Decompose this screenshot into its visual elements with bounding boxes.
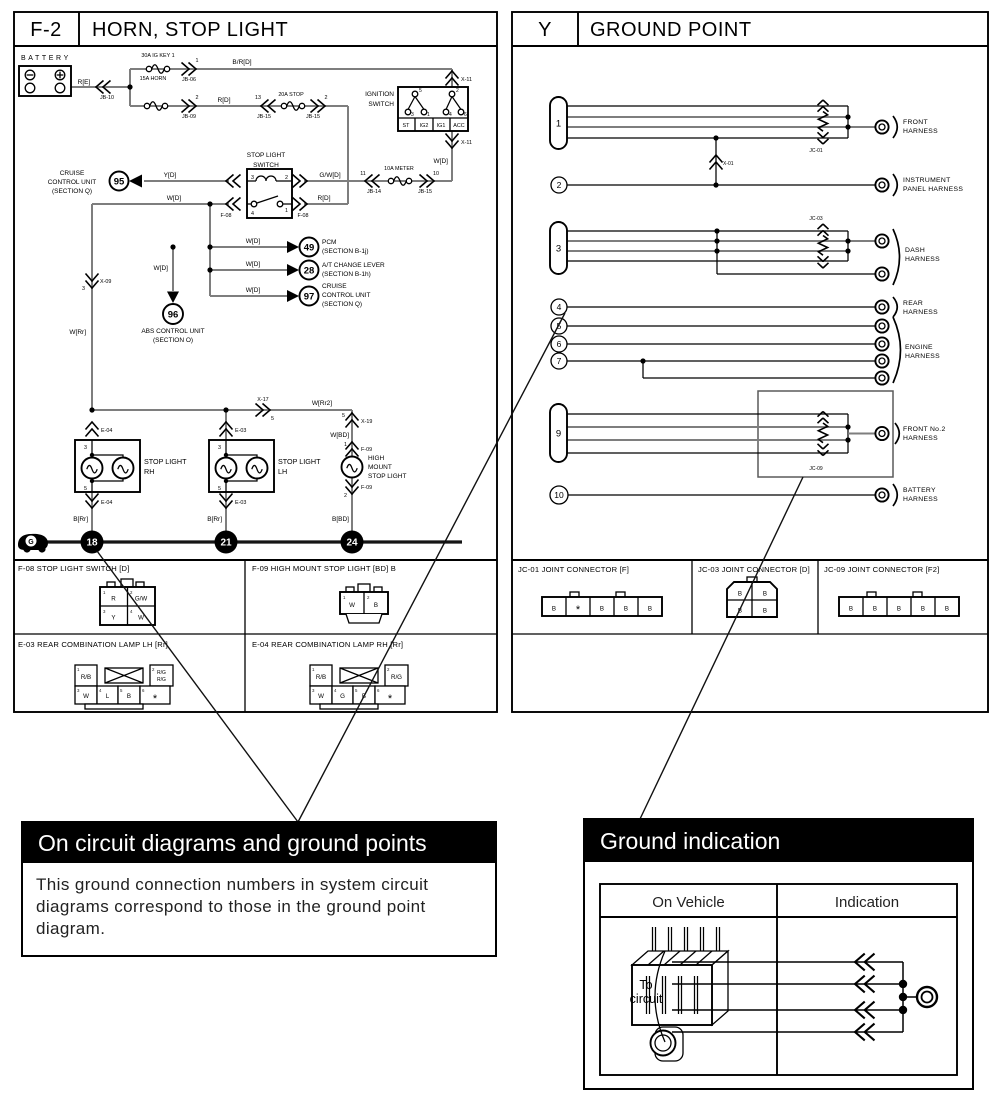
arrowhead-icon [129, 175, 142, 188]
wire-label-wd: W[D] [166, 195, 182, 202]
pin-number: 1 [77, 667, 80, 672]
connector-label-jb15: JB-15 [256, 114, 272, 120]
pin-number: 5 [355, 688, 358, 693]
pin-cell: B [126, 693, 132, 700]
pin-cell: B [623, 605, 629, 613]
pin-cell: B [896, 605, 902, 613]
fuse-icon [146, 65, 169, 74]
connector-cell-title: JC-09 JOINT CONNECTOR [F2] [824, 565, 940, 574]
harness-bracket [893, 229, 900, 285]
column-header-on-vehicle: On Vehicle [652, 894, 725, 911]
pin-number: 5 [218, 486, 221, 492]
connector-cell-title: F-09 HIGH MOUNT STOP LIGHT [BD] B [252, 564, 397, 573]
connector-cell-title: E-04 REAR COMBINATION LAMP RH [Rr] [252, 640, 404, 649]
pin-cell: B [737, 607, 743, 615]
callout-title: On circuit diagrams and ground points [38, 830, 427, 856]
callout-ground-indication [584, 819, 973, 1089]
pin-cell: W [349, 602, 355, 609]
bulb-icon [113, 458, 134, 479]
pin-number: 3 [251, 175, 254, 181]
pin-cell: B [848, 605, 854, 613]
joint-label-jc09: JC-09 [809, 466, 823, 472]
bulb-icon [82, 458, 103, 479]
pin-number: 4 [130, 609, 133, 614]
wire-label-wd: W[D] [245, 261, 261, 268]
ground-label-g: G [28, 539, 34, 546]
connector-label-e03: E-03 [235, 500, 247, 506]
wire-label-wbd: W[BD] [330, 432, 349, 439]
wire-label-rd: R[D] [317, 195, 331, 202]
ground-point-number: 7 [556, 356, 562, 366]
pin-number: 3 [84, 445, 87, 451]
wire-label-gwd: G/W[D] [319, 172, 341, 179]
ground-point-number: 6 [556, 339, 562, 349]
pin-number: 10 [433, 171, 439, 177]
stop-light-lh [207, 422, 321, 523]
pin-number: 1 [285, 208, 288, 214]
pin-cell: W [83, 693, 89, 700]
connector-cell-title: JC-03 JOINT CONNECTOR [D] [698, 565, 810, 574]
pin-cell: R/G [157, 677, 166, 683]
connector-label-jb15: JB-15 [305, 114, 321, 120]
callout-body-line: diagrams correspond to those in the ground point [36, 897, 426, 916]
arrowhead-icon [287, 290, 299, 302]
pin-cell: R/G [390, 674, 403, 681]
arrowhead-icon [287, 241, 299, 253]
ground-point-number: 2 [556, 180, 562, 190]
pin-cell: G [340, 693, 345, 700]
lamp-label-high: MOUNT [368, 464, 392, 471]
pin-cell: B [762, 607, 768, 615]
wire-label-rd: R[D] [217, 97, 231, 104]
connector-chevron-icon [86, 422, 99, 437]
callout-body-line: This ground connection numbers in system circuit [36, 875, 429, 894]
pin-cell: * [152, 693, 158, 705]
fuse-icon [388, 177, 411, 186]
fuse-label-igkey: 30A IG KEY 1 [141, 53, 175, 59]
wire-label-bbd: B[BD] [332, 516, 349, 523]
wire-label-yd: Y[D] [163, 172, 177, 179]
pin-number: 5 [120, 688, 123, 693]
pin-cell: B [551, 605, 557, 613]
connector-label-f09: F-09 [361, 485, 373, 491]
harness-label-battery: BATTERY [903, 487, 936, 494]
wire-label-wd: W[D] [245, 287, 261, 294]
ground-group-10 [550, 484, 938, 506]
connector-label-e04: E-04 [101, 428, 113, 434]
terminal-icon [875, 178, 888, 191]
pin-number: 1 [312, 667, 315, 672]
connector-label-e04: E-04 [101, 500, 113, 506]
connector-label-x11-bottom: X-11 [461, 140, 472, 146]
unit-label: (SECTION O) [152, 337, 194, 344]
ignition-pos-st: ST [402, 123, 410, 129]
connector-e04-pinout [310, 665, 408, 709]
harness-bracket [893, 484, 897, 506]
ground-point-number: 9 [555, 428, 562, 440]
fuse-icon [281, 102, 304, 111]
pin-cell: B [944, 605, 950, 613]
harness-label-dash: HARNESS [905, 256, 940, 263]
stop-light-rh [73, 422, 187, 523]
terminal-icon [875, 488, 888, 501]
pin-number: 2 [367, 595, 370, 600]
ignition-pos-ig2: IG2 [419, 123, 429, 129]
pin-number: 2 [344, 493, 347, 499]
right-panel [512, 12, 988, 712]
pin-cell: B [599, 605, 605, 613]
pin-number: 1 [343, 595, 346, 600]
pin-number: 3 [103, 609, 106, 614]
terminal-icon [875, 120, 888, 133]
unit-label: (SECTION B-1h) [322, 271, 371, 278]
pin-number: 1 [103, 590, 106, 595]
wire-label-wrr2: W[Rr2] [311, 400, 333, 407]
pin-number: 2 [130, 590, 133, 595]
pin-cell: R/B [315, 674, 327, 681]
connector-label-x09: X-09 [100, 279, 112, 285]
ground-bus [18, 531, 462, 554]
wire-label-wd: W[D] [153, 265, 168, 272]
wire-label-wd: W[D] [245, 238, 261, 245]
column-header-indication: Indication [834, 894, 900, 911]
connector-label-x19: X-19 [361, 419, 373, 425]
ignition-switch-label: IGNITION [365, 91, 394, 98]
pin-number: 3 [82, 286, 85, 292]
pin-number: 2 [152, 667, 155, 672]
connector-label-jb14: JB-14 [366, 189, 382, 195]
ref-number-96: 96 [167, 309, 179, 321]
pin-cell: W [138, 614, 144, 622]
pin-cell: L [105, 693, 110, 700]
left-panel-title: HORN, STOP LIGHT [92, 19, 289, 41]
wire-label-re: R[E] [77, 79, 91, 86]
ref-number-28: 28 [303, 265, 315, 277]
pin-cell: * [387, 693, 393, 705]
pin-number: 6 [464, 112, 467, 118]
pin-number: 2 [195, 95, 199, 101]
harness-bracket [893, 174, 897, 196]
unit-label: ABS CONTROL UNIT [141, 328, 205, 335]
right-panel-title: GROUND POINT [590, 19, 752, 41]
terminal-icon [875, 267, 888, 280]
pin-cell: Y [111, 614, 116, 622]
unit-label: (SECTION Q) [51, 188, 93, 195]
pin-cell: B [373, 602, 379, 609]
pin-cell: B [647, 605, 653, 613]
pin-number: 3 [411, 112, 414, 118]
left-panel [14, 12, 497, 712]
bulb-icon [216, 458, 237, 479]
connector-jc09-pinout [839, 592, 959, 616]
harness-label-front: HARNESS [903, 128, 938, 135]
joint-label-jc03: JC-03 [809, 216, 823, 222]
arrowhead-icon [287, 264, 299, 276]
pin-number: 5 [271, 416, 274, 422]
connector-jc01-pinout [542, 592, 662, 616]
battery [19, 55, 71, 96]
terminal-icon [875, 319, 888, 332]
wire-label-wrr: W[Rr] [69, 329, 86, 336]
ref-number-95: 95 [113, 176, 125, 188]
harness-bracket [893, 297, 897, 317]
ref-number-97: 97 [303, 291, 315, 303]
connector-label-f09: F-09 [361, 447, 373, 453]
lamp-label-rh: RH [144, 467, 155, 476]
connector-label-jb10: JB-10 [99, 95, 115, 101]
connector-label-f08: F-08 [297, 213, 309, 219]
harness-label-instrument: PANEL HARNESS [903, 186, 964, 193]
pin-number: 5 [342, 413, 345, 419]
connector-cell-title: F-08 STOP LIGHT SWITCH [D] [18, 564, 130, 573]
harness-label-rear: REAR [903, 300, 924, 307]
stop-switch-label: SWITCH [253, 162, 279, 169]
lamp-label-lh: LH [278, 467, 288, 476]
pin-cell: * [575, 604, 581, 616]
ignition-pos-acc: ACC [453, 123, 465, 129]
callout-ground-points [22, 822, 496, 956]
unit-label: CONTROL UNIT [322, 292, 371, 299]
harness-label-engine: HARNESS [905, 353, 940, 360]
pin-cell: B [361, 693, 367, 700]
unit-label: (SECTION Q) [322, 301, 363, 308]
left-panel-code: F-2 [30, 19, 62, 41]
ground-point-number: 3 [555, 243, 562, 255]
stop-switch-label: STOP LIGHT [246, 152, 286, 159]
pin-cell: B [872, 605, 878, 613]
connector-f09-pinout [340, 584, 388, 623]
harness-label-front: FRONT [903, 119, 928, 126]
pin-number: 3 [312, 688, 315, 693]
arrowhead-icon [167, 292, 179, 304]
connector-cell-title: E-03 REAR COMBINATION LAMP LH [Rr] [18, 640, 168, 649]
pin-cell: R [111, 595, 116, 603]
stop-light-switch [247, 152, 292, 218]
ignition-pos-ig1: IG1 [436, 123, 446, 129]
pin-cell: G/W [134, 595, 148, 603]
unit-label: (SECTION B-1j) [322, 248, 369, 255]
pin-number: 2 [456, 88, 459, 94]
connector-label-x11-top: X-11 [461, 77, 472, 83]
connector-label-f08: F-08 [220, 213, 232, 219]
harness-label-front2: FRONT No.2 [903, 426, 946, 433]
ignition-switch-label: SWITCH [368, 101, 394, 108]
fuse-label-horn: 15A HORN [139, 76, 167, 82]
callout-title: Ground indication [600, 828, 781, 854]
to-circuit-label: circuit [629, 992, 663, 1006]
harness-label-front2: HARNESS [903, 435, 938, 442]
unit-label: CRUISE [59, 170, 85, 177]
terminal-icon [875, 354, 888, 367]
connector-label-e03: E-03 [235, 428, 247, 434]
pin-cell: B [762, 590, 768, 598]
unit-label: A/T CHANGE LEVER [322, 262, 385, 269]
pin-number: 5 [84, 486, 87, 492]
ground-point-number: 10 [554, 490, 564, 500]
ground-group-1 [550, 97, 938, 188]
fuse-label-stop: 20A STOP [278, 92, 304, 98]
pin-number: 6 [377, 688, 380, 693]
harness-bracket [893, 317, 901, 383]
unit-label: PCM [322, 239, 337, 246]
pin-number: 11 [360, 171, 366, 177]
pin-number: 1 [195, 58, 199, 64]
ref-number-49: 49 [303, 242, 315, 254]
left-connector-section [14, 560, 497, 712]
lamp-label-rh: STOP LIGHT [144, 457, 187, 466]
connector-e03-pinout [75, 665, 173, 709]
unit-label: CONTROL UNIT [47, 179, 97, 186]
bulb-icon [247, 458, 268, 479]
pin-number: 4 [251, 211, 254, 217]
to-circuit-label: To [639, 978, 653, 992]
harness-bracket [893, 116, 897, 138]
lamp-label-high: HIGH [368, 455, 385, 462]
pin-number: 2 [285, 175, 288, 181]
terminal-icon [875, 427, 888, 440]
connector-label-x17: X-17 [257, 397, 269, 403]
ground-group-9 [550, 391, 946, 477]
wire-label-wd: W[D] [433, 158, 448, 165]
bulb-icon [342, 457, 363, 478]
terminal-icon [875, 337, 888, 350]
ground-point-number: 5 [556, 321, 562, 331]
harness-bracket [895, 423, 899, 444]
connector-label-jb09: JB-09 [181, 114, 197, 120]
battery-label: BATTERY [21, 55, 71, 62]
ground-point-number: 1 [555, 118, 562, 130]
harness-label-rear: HARNESS [903, 309, 938, 316]
harness-label-engine: ENGINE [905, 344, 933, 351]
terminal-icon [875, 234, 888, 247]
lamp-label-high: STOP LIGHT [368, 473, 407, 480]
pin-number: 3 [218, 445, 221, 451]
ground-group-2 [551, 174, 963, 196]
right-connector-section [512, 560, 988, 634]
harness-label-instrument: INSTRUMENT [903, 177, 951, 184]
pin-number: 5 [419, 88, 422, 94]
connector-label-jb15: JB-15 [417, 189, 433, 195]
high-mount-stop-light [330, 413, 406, 523]
ground-point-number: 4 [556, 302, 562, 312]
pin-number: 2 [387, 667, 390, 672]
connector-cell-title: JC-01 JOINT CONNECTOR [F] [518, 565, 630, 574]
connector-label-jb06: JB-06 [181, 77, 197, 83]
terminal-icon [875, 300, 888, 313]
joint-zigzag-icon [818, 412, 829, 456]
terminal-icon [875, 371, 888, 384]
pin-number: 1 [427, 112, 430, 118]
ground-number-24: 24 [346, 537, 358, 549]
lamp-label-lh: STOP LIGHT [278, 457, 321, 466]
pin-number: 2 [324, 95, 328, 101]
ground-group-3 [550, 216, 940, 285]
wire-label-brr: B[Rr] [73, 516, 88, 523]
wire-label-brd: B/R[D] [232, 59, 252, 66]
joint-label-jc01: JC-01 [809, 148, 823, 154]
fuse-icon [144, 102, 167, 111]
harness-label-dash: DASH [905, 247, 926, 254]
ground-group-4-7 [551, 297, 940, 385]
pin-number: 3 [77, 688, 80, 693]
joint-label-x01: X-01 [723, 161, 734, 167]
unit-label: CRUISE [322, 283, 347, 290]
pin-cell: R/B [80, 674, 92, 681]
pin-number: 4 [334, 688, 337, 693]
pin-number: 6 [142, 688, 145, 693]
ground-number-21: 21 [220, 537, 232, 549]
pin-cell: B [737, 590, 743, 598]
ignition-switch [365, 87, 468, 131]
pin-cell: W [318, 693, 324, 700]
pin-cell: R/G [157, 670, 166, 676]
callout-body-line: diagram. [36, 919, 106, 938]
pin-number: 1 [344, 442, 347, 448]
right-panel-code: Y [538, 19, 552, 41]
wire-label-brr: B[Rr] [207, 516, 222, 523]
ground-number-18: 18 [86, 537, 98, 549]
pin-cell: B [920, 605, 926, 613]
fuse-label-meter: 10A METER [384, 166, 414, 172]
pin-number: 13 [255, 95, 261, 101]
pin-number: 4 [99, 688, 102, 693]
harness-label-battery: HARNESS [903, 496, 938, 503]
pin-number: 4 [449, 112, 452, 118]
